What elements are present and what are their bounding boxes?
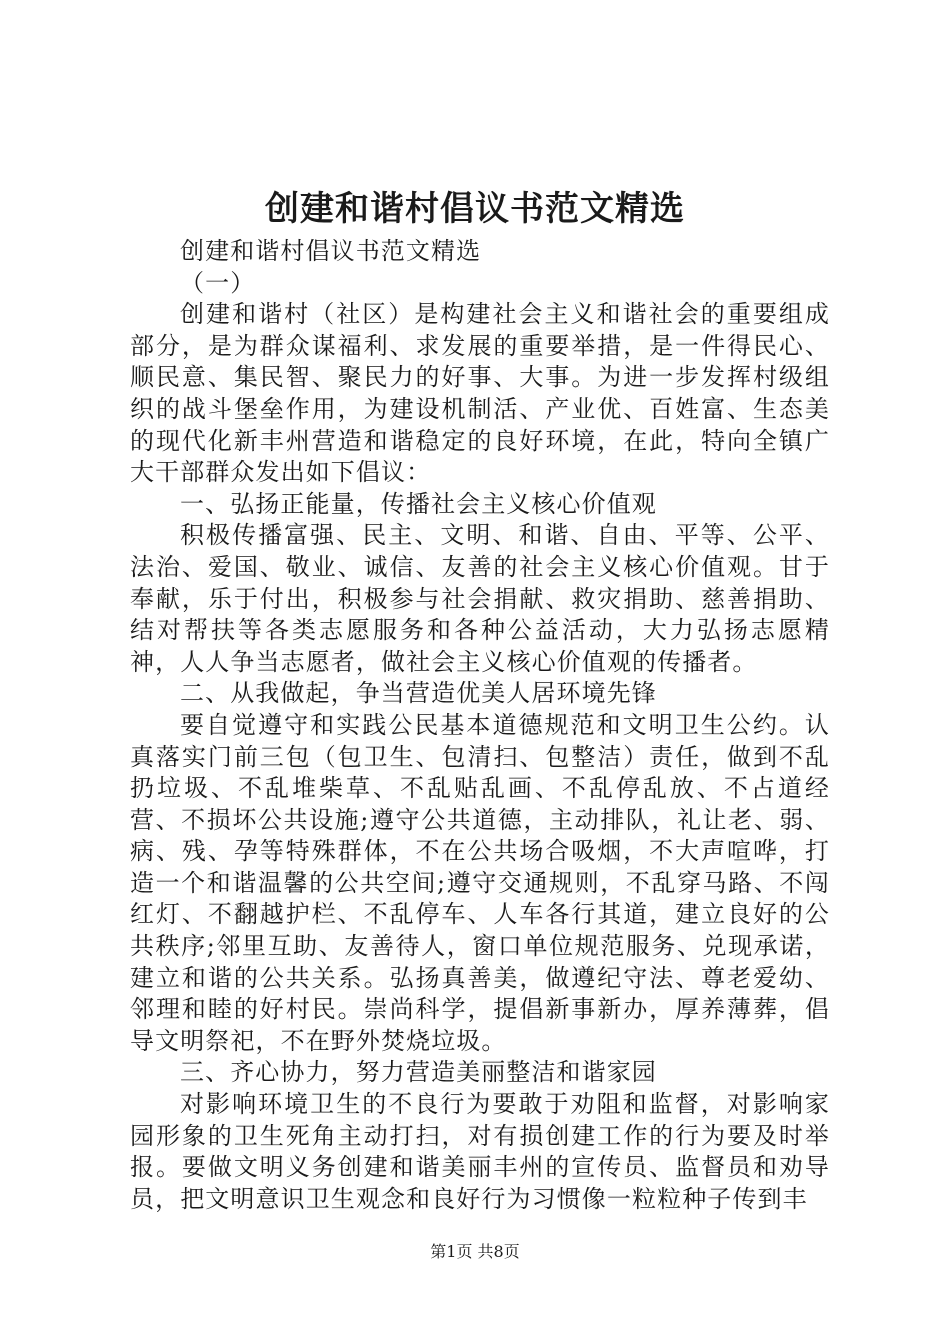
document-title: 创建和谐村倡议书范文精选 — [265, 189, 685, 229]
subtitle-line: 创建和谐村倡议书范文精选 — [180, 237, 482, 265]
body-paragraph: 要自觉遵守和实践公民基本道德规范和文明卫生公约。认真落实门前三包（包卫生、包清扫、包整洁）责任，做到不乱扔垃圾、不乱堆柴草、不乱贴乱画、不乱停乱放、不占道经营、不损坏公共设施;遵守公共道德，主动排队，礼让老、弱、病、残、孕等特殊群体，不在公共场合吸烟，不大声喧哗，打造一个和谐温馨的公共空间;遵守交通规则，不乱穿马路、不闯红灯、不翻越护栏、不乱停车、人车各行其道，建立良好的公共秩序;邻里互助、友善待人，窗口单位规范服务、兑现承诺，建立和谐的公共关系。弘扬真善美，做遵纪守法、尊老爱幼、邻理和睦的好村民。崇尚科学，提倡新事新办，厚养薄葬，倡导文明祭祀，不在野外焚烧垃圾。 — [130, 710, 830, 1055]
body-paragraph: 创建和谐村（社区）是构建社会主义和谐社会的重要组成部分，是为群众谋福利、求发展的重要举措，是一件得民心、顺民意、集民智、聚民力的好事、大事。为进一步发挥村级组织的战斗堡垒作用，为建设机制活、产业优、百姓富、生态美的现代化新丰州营造和谐稳定的良好环境，在此，特向全镇广大干部群众发出如下倡议： — [130, 300, 830, 487]
body-paragraph: 对影响环境卫生的不良行为要敢于劝阻和监督，对影响家园形象的卫生死角主动打扫，对有损创建工作的行为要及时举报。要做文明义务创建和谐美丽丰州的宣传员、监督员和劝导员，把文明意识卫生观念和良好行为习惯像一粒粒种子传到丰 — [130, 1090, 830, 1213]
section-heading: 三、齐心协力，努力营造美丽整洁和谐家园 — [180, 1058, 657, 1087]
section-marker: （一） — [180, 268, 256, 297]
document-body — [130, 236, 830, 1215]
section-heading: 一、弘扬正能量，传播社会主义核心价值观 — [180, 489, 657, 518]
page-footer: 第1页 共8页 — [430, 1242, 520, 1261]
body-paragraph: 积极传播富强、民主、文明、和谐、自由、平等、公平、法治、爱国、敬业、诚信、友善的社会主义核心价值观。甘于奉献，乐于付出，积极参与社会捐献、救灾捐助、慈善捐助、结对帮扶等各类志愿服务和各种公益活动，大力弘扬志愿精神，人人争当志愿者，做社会主义核心价值观的传播者。 — [130, 521, 830, 676]
section-heading: 二、从我做起，争当营造优美人居环境先锋 — [180, 679, 657, 708]
